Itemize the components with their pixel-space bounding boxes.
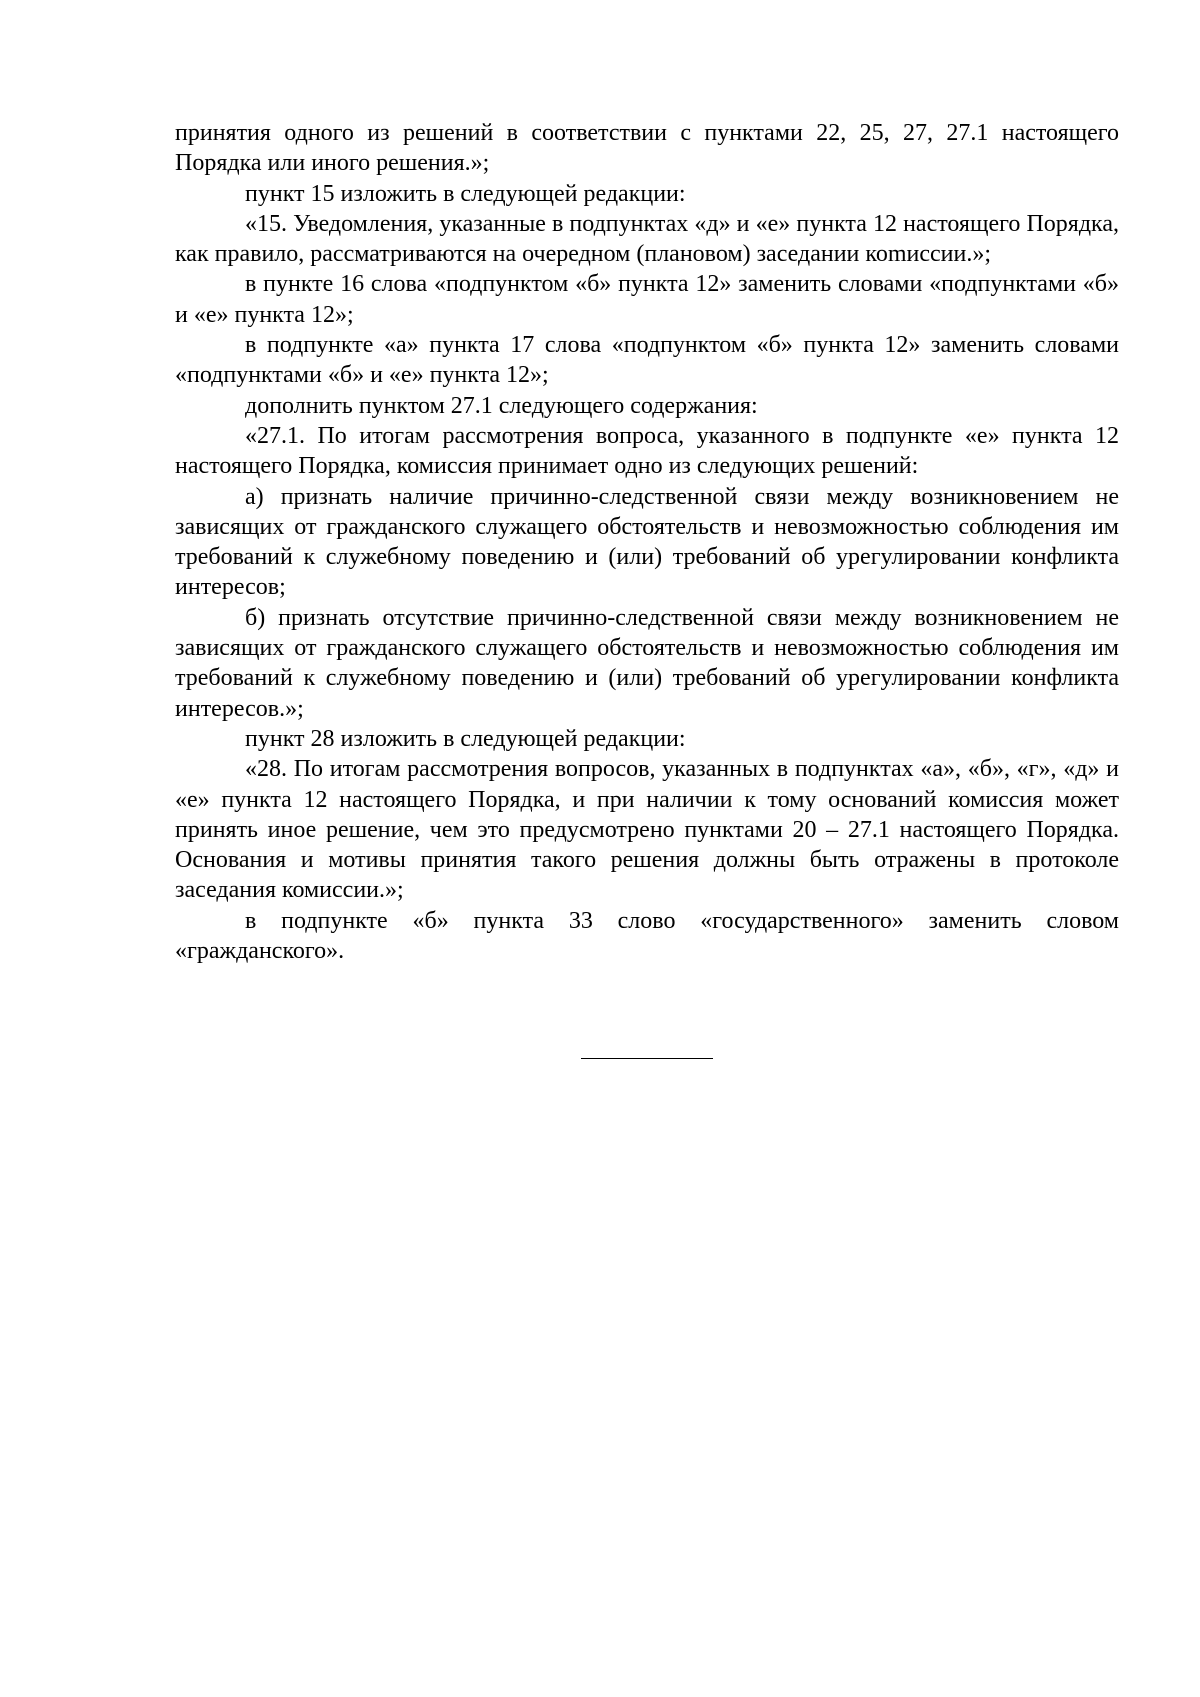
paragraph-item-17-amendment: в подпункте «а» пункта 17 слова «подпунктом «б» пункта 12» заменить словами «подпунктами «б» и «е» пункта 12»; (175, 332, 1119, 389)
paragraph-item-16-amendment: в пункте 16 слова «подпунктом «б» пункта 12» заменить словами «подпунктами «б» и «е» пункта 12»; (175, 271, 1119, 328)
end-of-document-line (581, 1058, 713, 1059)
paragraph-continuation: принятия одного из решений в соответствии с пунктами 22, 25, 27, 27.1 настоящего Порядка или иного решения.»; (175, 120, 1119, 177)
paragraph-item-27-1-b: б) признать отсутствие причинно-следственной связи между возникновением не зависящих от гражданского служащего обстоятельств и невозможностью соблюдения им требований к служебному поведению и (или) требований об урегулировании конфликта интересов.»; (175, 604, 1119, 722)
paragraph-item-27-1-text: «27.1. По итогам рассмотрения вопроса, указанного в подпункте «е» пункта 12 настоящего Порядка, комиссия принимает одно из следующих решений: (175, 422, 1119, 480)
paragraph-item-15-text: «15. Уведомления, указанные в подпунктах «д» и «е» пункта 12 настоящего Порядка, как правило, рассматриваются на очередном (плановом) заседании коmиссии.»; (175, 210, 1119, 268)
paragraph-item-33-amendment: в подпункте «б» пункта 33 слово «государственного» заменить словом «гражданского». (175, 907, 1119, 965)
paragraph-item-28-text: «28. По итогам рассмотрения вопросов, указанных в подпунктах «а», «б», «г», «д» и «е» пункта 12 настоящего Порядка, и при наличии к тому оснований комиссия может принять иное решение, чем это предусмотрено пунктами 20 – 27.1 настоящего Порядка. Основания и мотивы принятия такого решения должны быть отражены в протоколе заседания комиссии.»; (175, 756, 1119, 904)
paragraph-item-27-1-instruction: дополнить пунктом 27.1 следующего содержания: (245, 392, 758, 419)
paragraph-item-27-1-a: а) признать наличие причинно-следственной связи между возникновением не зависящих от гражданского служащего обстоятельств и невозможностью соблюдения им требований к служебному поведению и (или) требований об урегулировании конфликта интересов; (175, 483, 1119, 601)
paragraph-item-15-instruction: пункт 15 изложить в следующей редакции: (245, 180, 686, 207)
paragraph-item-28-instruction: пункт 28 изложить в следующей редакции: (245, 725, 686, 752)
document-body (175, 118, 1119, 966)
